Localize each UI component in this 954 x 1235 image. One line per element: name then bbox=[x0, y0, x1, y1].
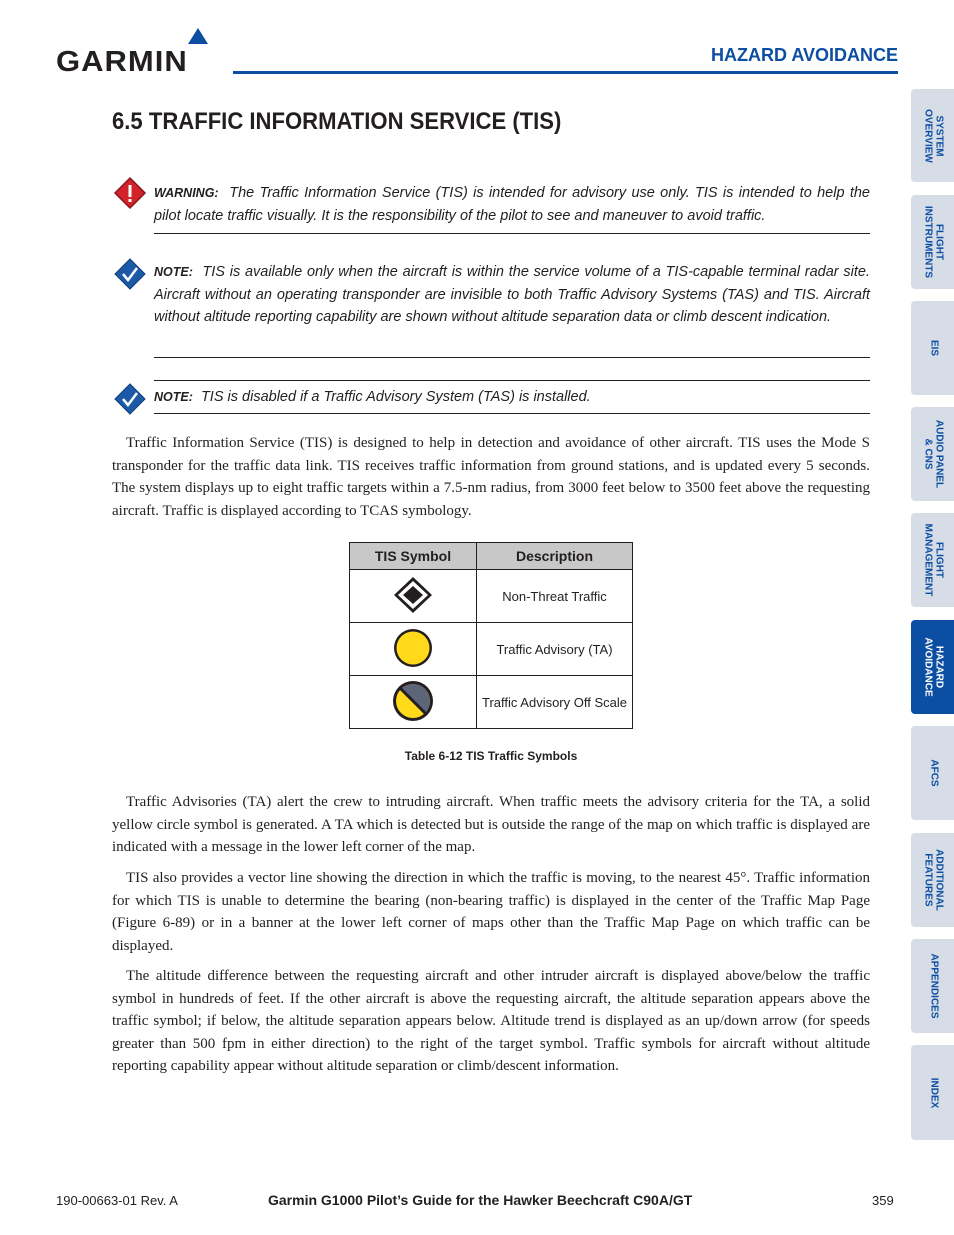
body-paragraph: Traffic Information Service (TIS) is designed to help in detection and avoidance of other aircraft. TIS uses the Mode S transponder for the traffic data link. TIS receives traffic information from ground stations, and is updated every 5 seconds. The system displays up to eight traffic targets within a 7.5-nm radius, from 3000 feet below to 3500 feet above the requesting aircraft. Traffic is displayed according to TCAS symbology. bbox=[112, 435, 870, 519]
tab-label: ADDITIONAL FEATURES bbox=[922, 849, 944, 911]
tab-label: APPENDICES bbox=[927, 953, 939, 1019]
table-row bbox=[350, 570, 633, 623]
table-header-description: Description bbox=[477, 543, 633, 570]
tab-label: HAZARD AVOIDANCE bbox=[922, 637, 944, 697]
body-paragraph: The altitude difference between the requesting aircraft and other intruder aircraft is displayed above/below the traffic symbol in hundreds of feet. If the other aircraft is above the requesting aircraft, the altitude separation appears above the traffic symbol; if below, the altitude separation appears below. Altitude trend is displayed as an up/down arrow (for speeds greater than 500 fpm in either direction) to the right of the target symbol. Traffic symbols for aircraft without altitude reporting capability appear without altitude separation or climb/descent information. bbox=[112, 968, 870, 1074]
header-rule bbox=[233, 71, 898, 74]
tis-symbols-table bbox=[349, 542, 633, 729]
tab-afcs[interactable] bbox=[911, 726, 954, 820]
table-caption: Table 6-12 TIS Traffic Symbols bbox=[404, 749, 578, 763]
note-notice-2 bbox=[154, 386, 870, 409]
description-cell: Traffic Advisory Off Scale bbox=[477, 676, 633, 729]
footer-guide-title: Garmin G1000 Pilot’s Guide for the Hawker Beechcraft C90A/GT bbox=[268, 1192, 693, 1208]
tab-flight-instruments[interactable] bbox=[911, 195, 954, 289]
non-threat-diamond-icon bbox=[390, 575, 436, 615]
logo-text: GARMIN bbox=[56, 45, 188, 78]
body-paragraph: TIS also provides a vector line showing the direction in which the traffic is moving, to the nearest 45°. Traffic information for which TIS is unable to determine the bearing (non-bearing traffic) is displayed in the center of the Traffic Map Page (Figure 6-89) or in a banner at the lower left corner of maps other than the Traffic Map Page on which traffic can be displayed. bbox=[112, 870, 870, 954]
page-title: 6.5 TRAFFIC INFORMATION SERVICE (TIS) bbox=[112, 108, 562, 135]
note-label: NOTE: bbox=[154, 265, 193, 279]
tab-label: FLIGHT INSTRUMENTS bbox=[922, 205, 944, 279]
symbol-cell bbox=[350, 570, 477, 623]
divider bbox=[154, 357, 870, 358]
divider bbox=[154, 413, 870, 414]
note-label: NOTE: bbox=[154, 390, 193, 404]
tab-label: EIS bbox=[927, 339, 939, 357]
warning-notice bbox=[154, 182, 870, 227]
tab-label: INDEX bbox=[927, 1077, 939, 1108]
table-header-symbol: TIS Symbol bbox=[350, 543, 477, 570]
note-text: TIS is disabled if a Traffic Advisory System (TAS) is installed. bbox=[200, 389, 591, 405]
description-cell: Non-Threat Traffic bbox=[477, 570, 633, 623]
note-text: TIS is available only when the aircraft is within the service volume of a TIS-capable terminal radar site. Aircraft without an operating transponder are invisible to both Traffic Advisory Systems (TAS) and TIS. Aircraft without altitude reporting capability are shown without altitude separation data or climb descent indication. bbox=[154, 264, 870, 325]
description-cell: Traffic Advisory (TA) bbox=[477, 623, 633, 676]
tab-audio-panel-cns[interactable] bbox=[911, 407, 954, 501]
body-paragraph: Traffic Advisories (TA) alert the crew to intruding aircraft. When traffic meets the advisory criteria for the TA, a solid yellow circle symbol is generated. A TA which is detected but is outside the range of the map on which traffic is displayed are indicated with a message in the lower left corner of the map. bbox=[112, 794, 870, 855]
warning-label: WARNING: bbox=[154, 186, 219, 200]
note-icon bbox=[114, 383, 146, 415]
tab-system-overview[interactable] bbox=[911, 89, 954, 182]
tab-label: AFCS bbox=[927, 759, 939, 787]
warning-icon bbox=[113, 176, 147, 210]
table-row bbox=[350, 676, 633, 729]
footer-doc-number: 190-00663-01 Rev. A bbox=[56, 1193, 178, 1208]
tab-index[interactable] bbox=[911, 1045, 954, 1140]
tab-additional-features[interactable] bbox=[911, 833, 954, 927]
table-row bbox=[350, 623, 633, 676]
tab-hazard-avoidance[interactable] bbox=[911, 620, 954, 714]
logo-triangle-icon bbox=[188, 28, 208, 44]
tab-eis[interactable] bbox=[911, 301, 954, 395]
note-icon bbox=[114, 258, 146, 290]
section-header: HAZARD AVOIDANCE bbox=[711, 45, 898, 65]
note-notice-1 bbox=[154, 261, 870, 329]
divider bbox=[154, 233, 870, 234]
tab-flight-management[interactable] bbox=[911, 513, 954, 607]
table-header-row bbox=[350, 543, 633, 570]
footer-page-number: 359 bbox=[872, 1193, 894, 1208]
tab-label: SYSTEM OVERVIEW bbox=[922, 108, 944, 163]
traffic-advisory-off-scale-icon bbox=[390, 678, 436, 724]
tab-label: FLIGHT MANAGEMENT bbox=[922, 523, 944, 597]
symbol-cell bbox=[350, 676, 477, 729]
warning-text: The Traffic Information Service (TIS) is intended for advisory use only. TIS is intended to help the pilot locate traffic visually. It is the responsibility of the pilot to see and maneuver to avoid traffic. bbox=[154, 185, 870, 224]
traffic-advisory-circle-icon bbox=[390, 626, 436, 670]
garmin-logo bbox=[56, 26, 226, 76]
divider bbox=[154, 380, 870, 381]
symbol-cell bbox=[350, 623, 477, 676]
tab-appendices[interactable] bbox=[911, 939, 954, 1033]
tab-label: AUDIO PANEL & CNS bbox=[922, 419, 944, 489]
